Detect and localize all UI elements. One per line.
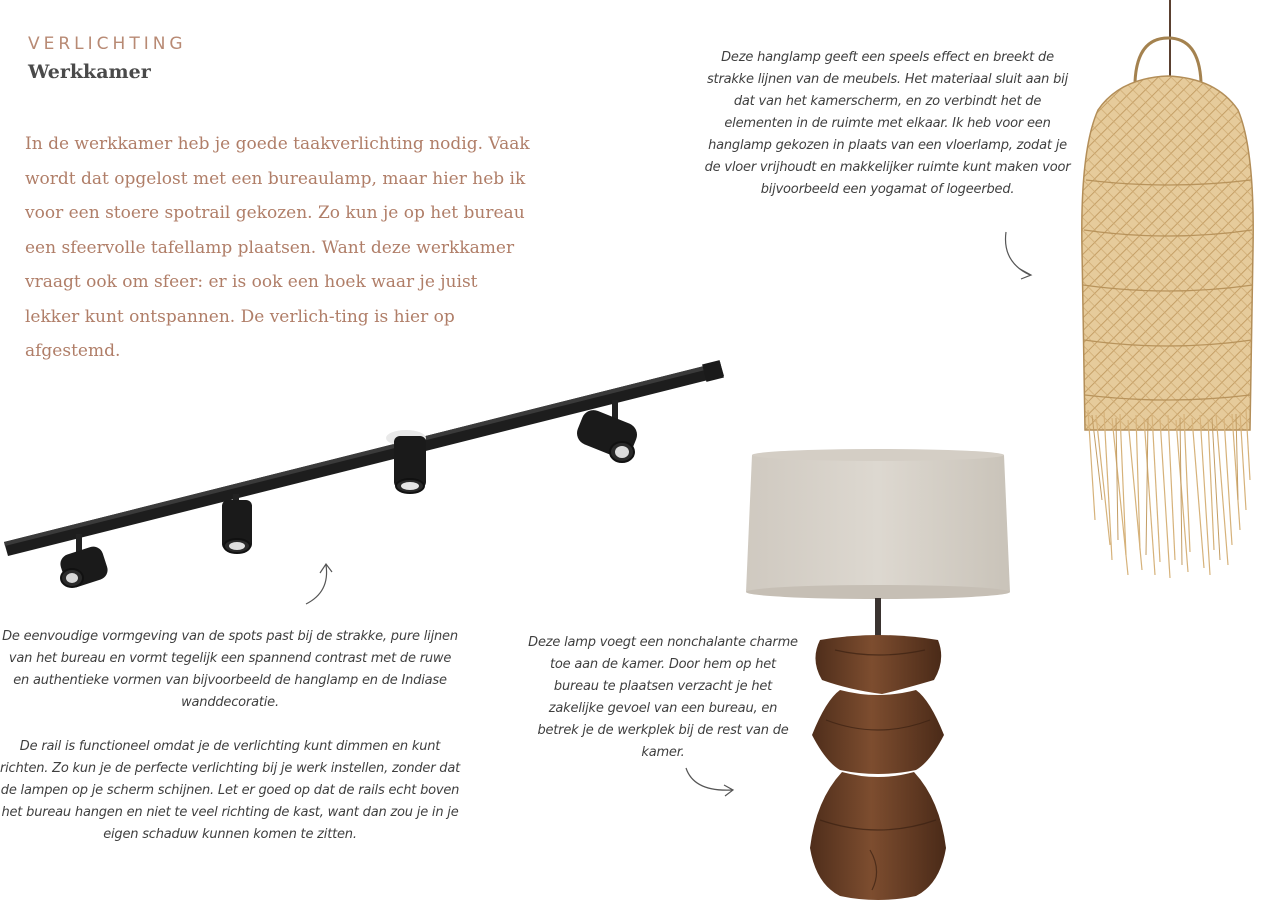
spot-light-2: [222, 494, 252, 553]
arrow-to-hanglamp: [1006, 232, 1032, 279]
spot-light-1: [58, 534, 110, 590]
intro-paragraph: In de werkkamer heb je goede taakverlichting nodig. Vaak wordt dat opgelost met een bureaulamp, maar hier heb ik voor een stoere spotrail gekozen. Zo kun je op het bureau een sfeervolle tafellamp plaatsen. Want deze werkkamer vraagt ook om sfeer: er is ook een hoek waar je juist lekker kunt ontspannen. De verlich-ting is hier op afgestemd.: [25, 134, 530, 361]
hanglamp-note-text: Deze hanglamp geeft een speels effect en breekt de strakke lijnen van de meubels. Het materiaal sluit aan bij dat van het kamerscherm, en zo verbindt het de elementen in de ruimte met elkaar. Ik heb voor een hanglamp gekozen in plaats van een vloerlamp, zodat je de vloer vrijhoudt en makkelijker ruimte kunt maken voor bijvoorbeeld een yogamat of logeerbed.: [704, 50, 1071, 197]
tafellamp-note-text: Deze lamp voegt een nonchalante charme toe aan de kamer. Door hem op het bureau te plaatsen verzacht je het zakelijke gevoel van een bureau, en betrek je de werkplek bij de rest van de kamer.: [528, 635, 798, 760]
section-subtitle: Werkkamer: [28, 61, 151, 83]
section-kicker: VERLICHTING: [28, 34, 187, 54]
arrow-to-spotrail: [306, 564, 332, 604]
spot-light-3: [386, 430, 426, 493]
spots-note-text-1: De eenvoudige vormgeving van de spots past bij de strakke, pure lijnen van het bureau en vormt tegelijk een spannend contrast met de ruwe en authentieke vormen van bijvoorbeeld de hanglamp en de Indiase wanddecoratie.: [2, 629, 458, 710]
tafellamp-image: [746, 449, 1010, 900]
arrow-to-tafellamp: [686, 768, 733, 796]
spots-note-text-2: De rail is functioneel omdat je de verlichting kunt dimmen en kunt richten. Zo kun je de perfecte verlichting bij je werk instellen, zonder dat de lampen op je scherm schijnen. Let er goed op dat de rails echt boven het bureau hangen en niet te veel richting de kast, want dan zou je in je eigen schaduw kunnen komen te zitten.: [0, 739, 461, 842]
rattan-hanglamp-image: [1082, 0, 1253, 578]
spotrail-image: [4, 360, 724, 590]
